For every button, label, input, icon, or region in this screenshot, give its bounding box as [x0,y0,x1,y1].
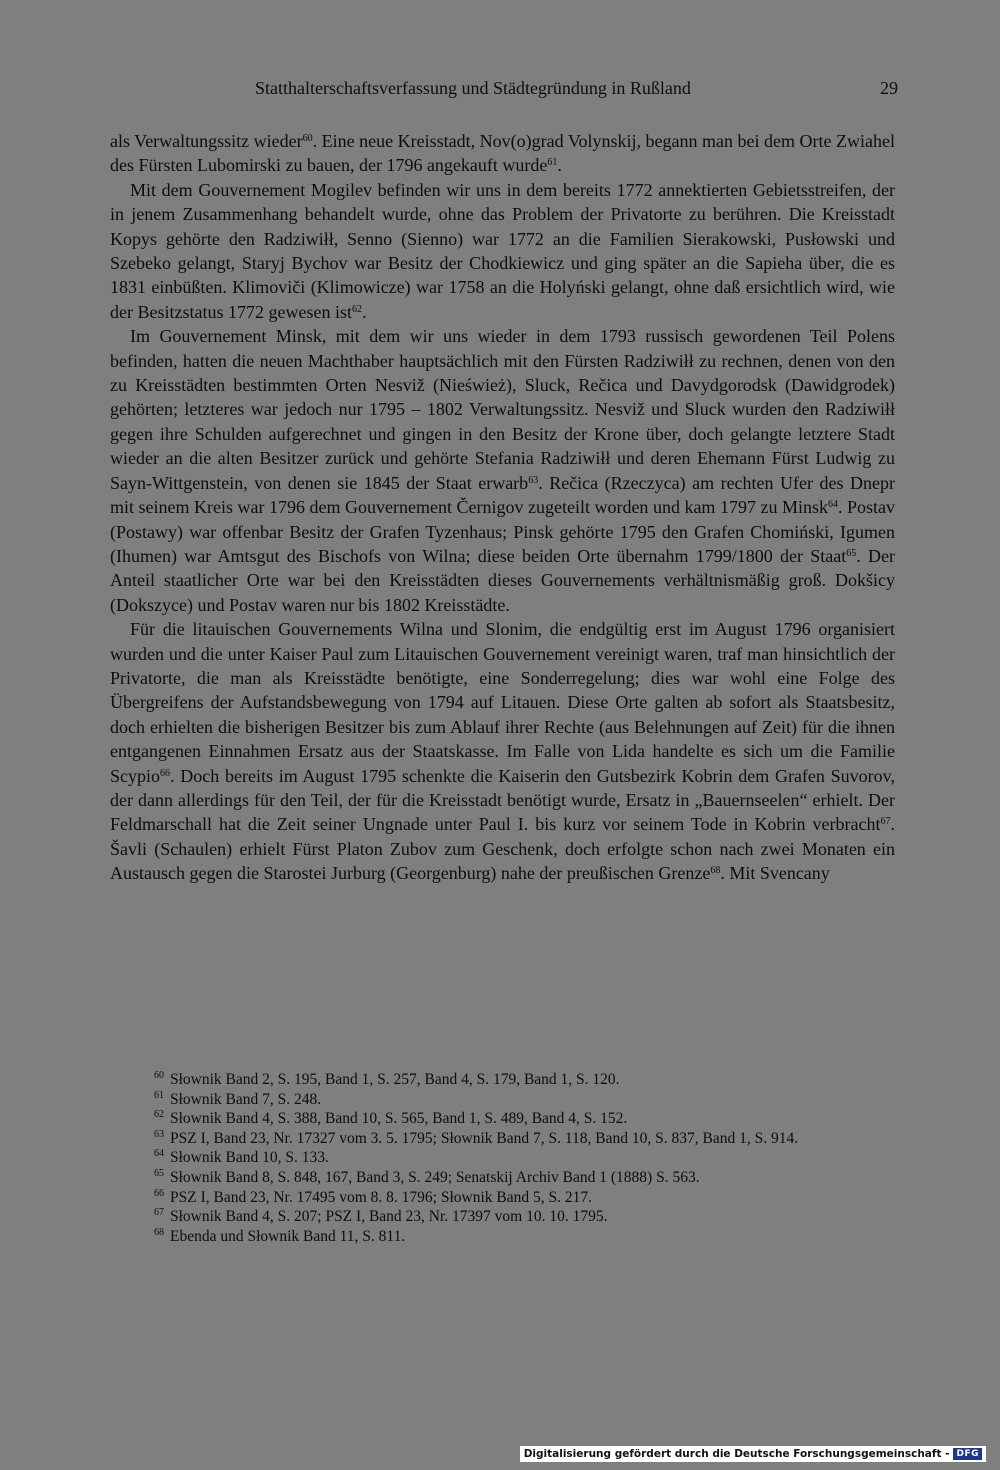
digitization-credit [520,1446,986,1462]
footnote-reference: 60 [302,133,313,144]
dfg-logo: DFG [953,1448,982,1460]
footnote-text: Słownik Band 4, S. 207; PSZ I, Band 23, Nr. 17397 vom 10. 10. 1795. [170,1208,608,1226]
paragraph-text: . Eine neue Kreisstadt, Nov(o)grad Volynskij, begann man bei dem Orte Zwiahel des Fürsten Lubomirski zu bauen, der 1796 angekauft wurde [110,131,896,176]
footnote-reference: 68 [710,865,721,877]
footnote: $^{66}$ PSZ I, Band 23, Nr. 17495 vom 8. 8. 1796; Słownik Band 5, S. 217. [154,1187,592,1206]
footnote-text: Ebenda und Słownik Band 11, S. 811. [170,1227,406,1245]
footnote: $^{64}$ Słownik Band 10, S. 133. [154,1148,329,1167]
footnote-text: Słownik Band 2, S. 195, Band 1, S. 257, Band 4, S. 179, Band 1, S. 120. [170,1071,620,1088]
footnote-text: Słownik Band 7, S. 248. [170,1090,322,1108]
footnote: $^{62}$ Słownik Band 4, S. 388, Band 10, S. 565, Band 1, S. 489, Band 4, S. 152. [154,1109,628,1128]
paragraph-text: als Verwaltungssitz wieder [110,131,303,151]
footnote: $^{65}$ Słownik Band 8, S. 848, 167, Band 3, S. 249; Senatskij Archiv Band 1 (1888) S. 563. [154,1167,700,1186]
body-paragraph [110,178,895,324]
paragraph-text: . Rečica (Rzeczyca) am rechten Ufer des Dnepr mit seinem Kreis war 1796 dem Gouvernement Černigov zugeteilt worden und kam 1797 zu Minsk [110,472,895,518]
footnote: $^{60}$ Słownik Band 2, S. 195, Band 1, S. 257, Band 4, S. 179, Band 1, S. 120. [154,1070,620,1088]
body-paragraph [110,617,895,885]
paragraph-text: . Doch bereits im August 1795 schenkte die Kaiserin den Gutsbezirk Kobrin dem Grafen Suvorov, der dann allerdings für den Teil, der für die Kreisstadt benötigt wurde, Ersatz in „Bauernseelen“ erhielt. Der Feldmarschall hat die Zeit seiner Ungnade unter Paul I. bis kurz vor seinem Tode in Kobrin verbracht [110,765,895,835]
paragraph-text: Mit dem Gouvernement Mogilev befinden wir uns in dem bereits 1772 annektierten Gebietsstreifen, der in jenem Zusammenhang behandelt wurde, ohne das Problem der Privatorte zu berühren. Die Kreisstadt Kopys gehörte den Radziwiłł, Senno (Sienno) war 1772 an die Familien Sierakowski, Pusłowski und Szebeko gelangt, Staryj Bychov war Besitz der Chodkiewicz und ging später an die Sapieha über, die es 1831 einbüßten. Klimoviči (Klimowicze) war 1758 an die Holyński gelangt, ohne daß ersichtlich wird, wie der Besitzstatus 1772 gewesen ist [110,179,895,322]
footnote-text: PSZ I, Band 23, Nr. 17327 vom 3. 5. 1795; Słownik Band 7, S. 118, Band 10, S. 837, Band 1, S. 914. [170,1129,799,1147]
footnote-reference: 61 [547,157,558,169]
footnote-text: Słownik Band 4, S. 388, Band 10, S. 565, Band 1, S. 489, Band 4, S. 152. [170,1110,628,1128]
footnotes [110,1070,895,1246]
footnote: $^{63}$ PSZ I, Band 23, Nr. 17327 vom 3. 5. 1795; Słownik Band 7, S. 118, Band 10, S. 837, Band 1, S. 914. [154,1128,799,1147]
paragraph-text: Im Gouvernement Minsk, mit dem wir uns wieder in dem 1793 russisch gewordenen Teil Polens befinden, hatten die neuen Machthaber hauptsächlich mit den Fürsten Radziwiłł zu rechnen, denen von den zu Kreisstädten bestimmten Orten Nesviž (Nieśwież), Sluck, Rečica und Davydgorodsk (Dawidgrodek) gehörten; letzteres war jedoch nur 1795 – 1802 Verwaltungssitz. Nesviž und Sluck wurden den Radziwiłł gegen ihre Schulden aufgerechnet und gingen in den Besitz der Krone über, doch gelangte letztere Stadt wieder an die alten Besitzer zurück und gehörte Stefania Radziwiłł und deren Ehemann Fürst Ludwig zu Sayn-Wittgenstein, von denen sie 1845 der Staat erwarb [110,326,895,493]
paragraph-text: . Mit Svencany [720,863,830,884]
footnote: $^{61}$ Słownik Band 7, S. 248. [154,1089,322,1108]
footnote-reference: 63 [528,474,539,486]
page-number: 29 [880,78,898,98]
footnote-text: Słownik Band 8, S. 848, 167, Band 3, S. 249; Senatskij Archiv Band 1 (1888) S. 563. [170,1168,700,1186]
footnote-text: Słownik Band 10, S. 133. [170,1149,329,1167]
paragraph-text: Für die litauischen Gouvernements Wilna und Slonim, die endgültig erst im August 1796 organisiert wurden und die unter Kaiser Paul zum Litauischen Gouvernement vereinigt waren, traf man hinsichtlich der Privatorte, die man als Kreisstädte benötigte, eine Sonderregelung; dies war wohl eine Folge des Übergreifens der Aufstandsbewegung von 1794 auf Litauen. Diese Orte galten ab sofort als Staatsbesitz, doch erhielten die bisherigen Besitzer bis zum Ablauf ihrer Rechte (aus Belehnungen auf Zeit) für die ihnen entgangenen Einnahmen Ersatz aus der Staatskasse. Im Falle von Lida handelte es sich um die Familie Scypio [110,619,895,786]
paragraph-text: . Postav (Postawy) war offenbar Besitz der Grafen Tyzenhaus; Pinsk gehörte 1795 den Grafen Chomiński, Igumen (Ihumen) war Amtsgut des Bischofs von Wilna; diese beiden Orte übernahm 1799/1800 der Staat [110,497,895,566]
running-title: Statthalterschaftsverfassung und Städtegründung in Rußland [255,78,691,98]
footnote-reference: 65 [846,547,857,559]
body-paragraph [110,324,895,617]
footnote-reference: 67 [880,816,891,828]
paragraph-text: . Šavli (Schaulen) erhielt Fürst Platon Zubov zum Geschenk, doch erfolgte schon nach zwei Monaten ein Austausch gegen die Starostei Jurburg (Georgenburg) nahe der preußischen Grenze [110,814,895,884]
footnote-reference: 62 [351,303,362,315]
paragraph-text: . [557,155,562,176]
paragraph-text: . [361,301,367,322]
paragraph-text: . Der Anteil staatlicher Orte war bei den Kreisstädten dieses Gouvernements verhältnismäßig groß. Dokšicy (Dokszyce) und Postav waren nur bis 1802 Kreisstädte. [110,545,895,615]
body-paragraph [110,129,895,178]
footnote: $^{68}$ Ebenda und Słownik Band 11, S. 811. [154,1226,406,1245]
footnote: $^{67}$ Słownik Band 4, S. 207; PSZ I, Band 23, Nr. 17397 vom 10. 10. 1795. [154,1207,608,1226]
body-text [110,129,895,886]
running-head [110,76,898,100]
footnote-reference: 64 [827,499,838,511]
credit-text: Digitalisierung gefördert durch die Deutsche Forschungsgemeinschaft - [523,1448,950,1460]
footnote-reference: 66 [160,767,171,779]
footnote-text: PSZ I, Band 23, Nr. 17495 vom 8. 8. 1796; Słownik Band 5, S. 217. [170,1188,592,1206]
